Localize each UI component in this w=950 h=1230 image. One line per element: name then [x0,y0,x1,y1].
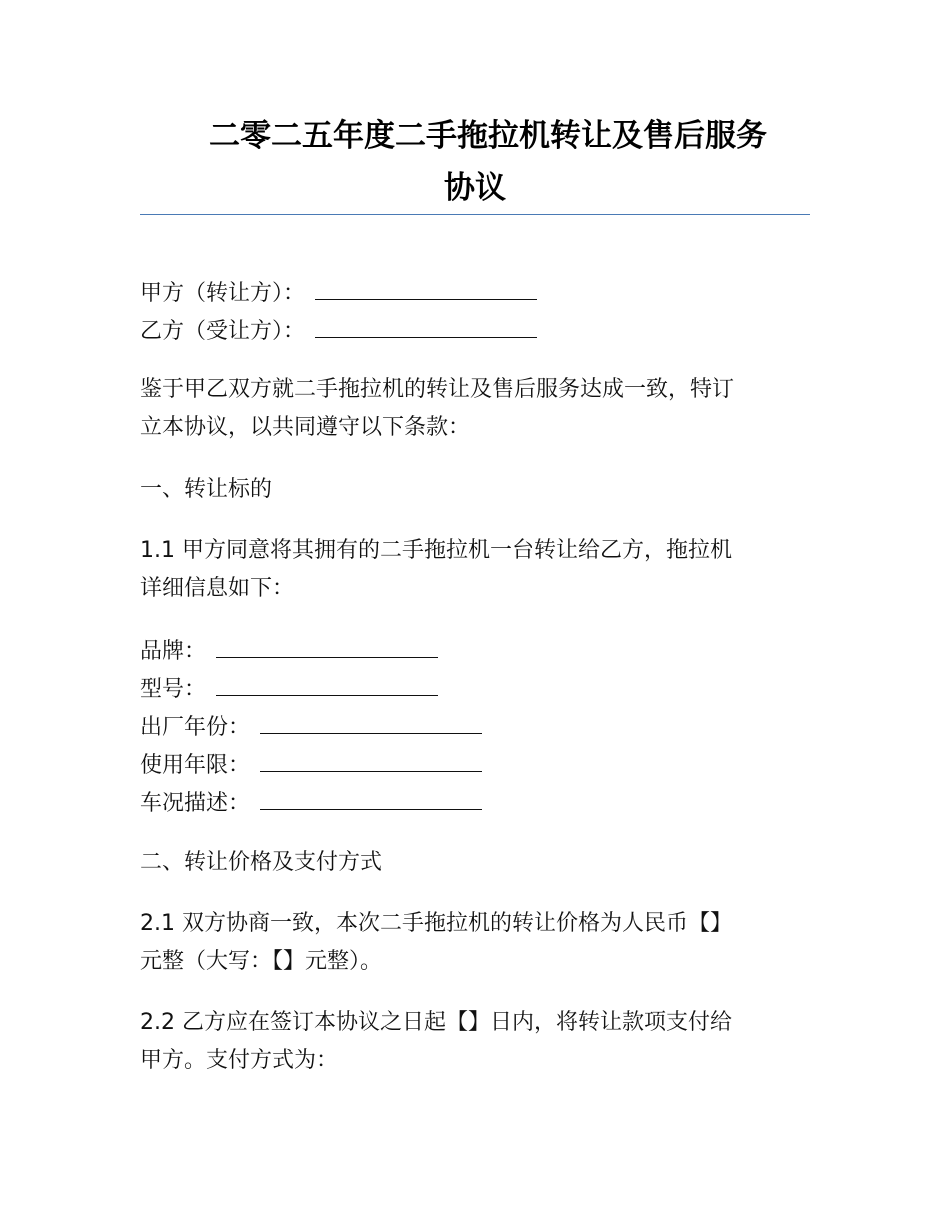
section-2-heading: 二、转让价格及支付方式 [140,850,383,875]
field-year-label: 出厂年份： [140,715,251,740]
field-brand-blank [216,635,438,658]
field-condition-label: 车况描述： [140,791,251,816]
field-model-blank [216,673,438,696]
clause-1-1-line-1: 1.1 甲方同意将其拥有的二手拖拉机一台转让给乙方，拖拉机 [140,538,732,563]
field-brand [140,635,438,667]
clause-2-2-line-2: 甲方。支付方式为： [140,1048,339,1073]
field-years-used [140,749,482,781]
party-a-line [140,277,537,309]
preamble-line-1: 鉴于甲乙双方就二手拖拉机的转让及售后服务达成一致，特订 [140,377,735,402]
field-model-label: 型号： [140,677,207,702]
clause-2-1-line-1: 2.1 双方协商一致，本次二手拖拉机的转让价格为人民币【】 [140,911,732,936]
field-years-used-blank [260,749,482,772]
clause-2-2-line-1: 2.2 乙方应在签订本协议之日起【】日内，将转让款项支付给 [140,1010,732,1035]
field-year [140,711,482,743]
party-a-blank [315,277,537,300]
party-b-blank [315,315,537,338]
party-a-label: 甲方（转让方）： [140,281,306,306]
section-1-heading: 一、转让标的 [140,477,273,502]
party-b-line [140,315,537,347]
field-model [140,673,438,705]
document-title-line-1: 二零二五年度二手拖拉机转让及售后服务 [209,118,767,154]
clause-2-1-line-2: 元整（大写：【】元整）。 [140,949,383,974]
clause-1-1-line-2: 详细信息如下： [140,576,295,601]
field-years-used-label: 使用年限： [140,753,251,778]
party-b-label: 乙方（受让方）： [140,319,306,344]
document-title-line-2: 协议 [444,170,506,206]
field-year-blank [260,711,482,734]
preamble-line-2: 立本协议，以共同遵守以下条款： [140,415,471,440]
field-condition [140,787,482,819]
title-divider [140,214,810,215]
field-condition-blank [260,787,482,810]
field-brand-label: 品牌： [140,639,207,664]
